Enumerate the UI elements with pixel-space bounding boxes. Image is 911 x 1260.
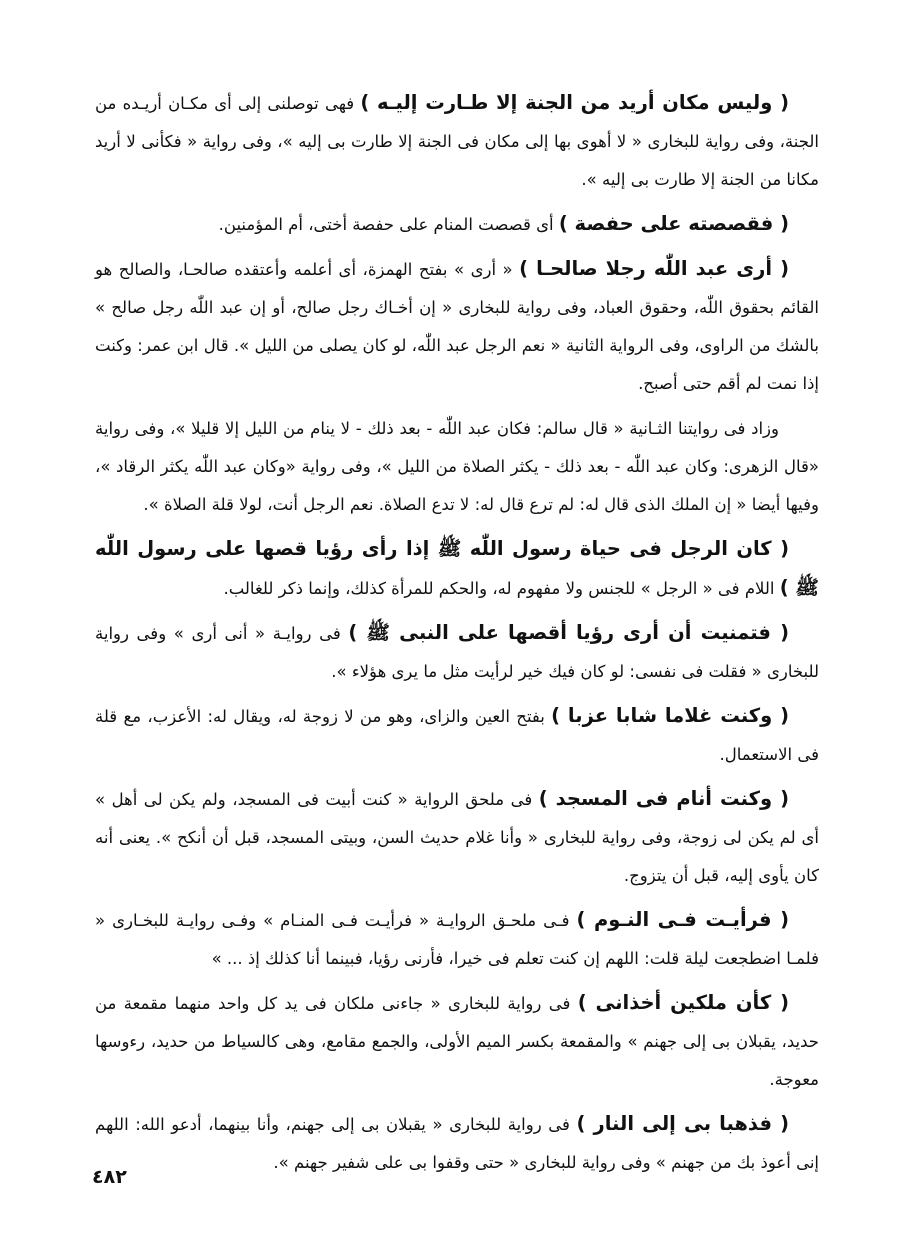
commentary-text: فـى ملحـق الروايـة « فرأيـت فـى المنـام » وفـى روايـة للبخـارى « فلمـا اضطجعت ليلة قلت: اللهم إن كنت تعلم فى خيرا، فأرنى رؤيا، فبينما أنا كذلك إذ ... » (95, 911, 819, 968)
commentary-text: فى رواية للبخارى « جاءنى ملكان فى يد كل واحد منهما مقمعة من حديد، يقبلان بى إلى جهنم » والمقمعة بكسر الميم الأولى، والجمع مقامع، وهى كالسياط من حديد، رءوسها معوجة. (95, 994, 819, 1089)
quoted-phrase: ( وكنت أنام فى المسجد ) (538, 787, 789, 810)
quoted-phrase: ( وكنت غلاما شابا عزبا ) (551, 704, 790, 727)
paragraph-11 (95, 1105, 819, 1182)
commentary-text: وزاد فى روايتنا الثـانية « قال سالم: فكان عبد اللّٰه - بعد ذلك - لا ينام من الليل إلا قليلا »، وفى رواية «قال الزهرى: وكان عبد اللّٰه - بعد ذلك - يكثر الصلاة من الليل »، وفى رواية «وكان عبد اللّٰه يكثر الرقاد »، وفيها أيضا « إن الملك الذى قال له: لم ترع قال له: لا تدع الصلاة. نعم الرجل أنت، لولا قلة الصلاة ». (95, 419, 819, 514)
commentary-text: فى رواية للبخارى « يقبلان بى إلى جهنم، وأنا بينهما، أدعو الله: اللهم إنى أعوذ بك من جهنم » وفى رواية للبخارى « حتى وقفوا بى على شفير جهنم ». (95, 1115, 819, 1172)
page-body (95, 84, 819, 1188)
quoted-phrase: ( فرأيـت فـى النـوم ) (576, 908, 789, 931)
paragraph-4 (95, 409, 819, 524)
paragraph-8 (95, 780, 819, 895)
quoted-phrase: ( كان الرجل فى حياة رسول اللّٰه ﷺ إذا رأى رؤيا قصها على رسول اللّٰه ﷺ ) (95, 537, 819, 599)
commentary-text: فى ملحق الرواية « كنت أبيت فى المسجد، ولم يكن لى أهل » أى لم يكن لى زوجة، وفى رواية للبخارى « وأنا غلام حديث السن، وبيتى المسجد، قبل أن أنكح ». يعنى أنه كان يأوى إليه، قبل أن يتزوج. (95, 790, 819, 885)
commentary-text: فهى توصلنى إلى أى مكـان أريـده من الجنة، وفى رواية للبخارى « لا أهوى بها إلى مكان فى الجنة إلا طارت بى إليه »، وفى رواية « فكأنى لا أريد مكانا من الجنة إلا طارت بى إليه ». (95, 94, 819, 189)
paragraph-6 (95, 614, 819, 691)
quoted-phrase: ( أرى عبد اللّٰه رجلا صالحـا ) (519, 257, 789, 280)
commentary-text: أى قصصت المنام على حفصة أختى، أم المؤمنين. (218, 215, 559, 234)
paragraph-7 (95, 697, 819, 774)
commentary-text: « أرى » بفتح الهمزة، أى أعلمه وأعتقده صالحـا، والصالح هو القائم بحقوق اللّٰه، وحقوق العباد، وفى رواية للبخارى « إن أخـاك رجل صالح، أو إن عبد اللّٰه رجل صالح » بالشك من الراوى، وفى الرواية الثانية « نعم الرجل عبد اللّٰه، لو كان يصلى من الليل ». قال ابن عمر: وكنت إذا نمت لم أقم حتى أصبح. (95, 260, 819, 393)
paragraph-3 (95, 250, 819, 403)
paragraph-9 (95, 901, 819, 978)
paragraph-10 (95, 984, 819, 1099)
quoted-phrase: ( فقصصته على حفصة ) (558, 212, 789, 235)
quoted-phrase: ( فذهبا بى إلى النار ) (576, 1112, 789, 1135)
page-number: ٤٨٢ (92, 1166, 127, 1188)
commentary-text: بفتح العين والزاى، وهو من لا زوجة له، ويقال له: الأعزب، مع قلة فى الاستعمال. (95, 707, 819, 764)
commentary-text: فى روايـة « أنى أرى » وفى رواية للبخارى « فقلت فى نفسى: لو كان فيك خير لرأيت مثل ما يرى هؤلاء ». (95, 624, 819, 681)
commentary-text: اللام فى « الرجل » للجنس ولا مفهوم له، والحكم للمرأة كذلك، وإنما ذكر للغالب. (223, 579, 780, 598)
quoted-phrase: ( كأن ملكين أخذانى ) (577, 991, 789, 1014)
paragraph-1 (95, 84, 819, 199)
quoted-phrase: ( فتمنيت أن أرى رؤيا أقصها على النبى ﷺ ) (348, 621, 789, 644)
paragraph-5 (95, 530, 819, 608)
quoted-phrase: ( وليس مكان أريد من الجنة إلا طـارت إليـه ) (360, 91, 789, 114)
paragraph-2 (95, 205, 819, 244)
